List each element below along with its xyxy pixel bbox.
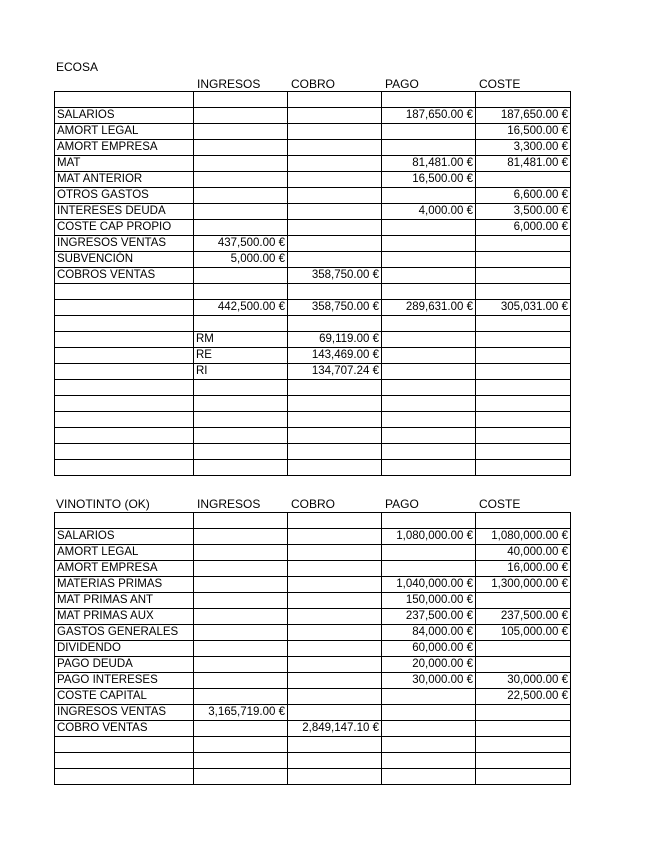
table-cell xyxy=(194,753,288,769)
table-cell xyxy=(476,513,571,529)
row-label-cell: PAGO DEUDA xyxy=(55,657,194,673)
table-cell xyxy=(476,316,571,332)
table-cell xyxy=(288,316,382,332)
table-cell xyxy=(476,348,571,364)
table-cell xyxy=(194,545,288,561)
table-cell xyxy=(194,124,288,140)
table-cell: 60,000.00 € xyxy=(382,641,476,657)
table-cell xyxy=(288,188,382,204)
row-label-cell: PAGO INTERESES xyxy=(55,673,194,689)
table-cell xyxy=(194,577,288,593)
table-cell xyxy=(288,561,382,577)
table-row xyxy=(55,412,571,428)
table-cell xyxy=(288,673,382,689)
table-cell xyxy=(288,124,382,140)
table-row xyxy=(55,140,571,156)
table-cell xyxy=(476,593,571,609)
table-cell xyxy=(476,284,571,300)
row-label-cell: SUBVENCIÓN xyxy=(55,252,194,268)
row-label-cell: AMORT EMPRESA xyxy=(55,561,194,577)
table-row xyxy=(55,204,571,220)
table-cell xyxy=(382,721,476,737)
table-cell xyxy=(194,204,288,220)
table-cell xyxy=(382,737,476,753)
table-cell: 134,707.24 € xyxy=(288,364,382,380)
table-cell xyxy=(476,641,571,657)
table-row xyxy=(55,428,571,444)
table-cell: 81,481.00 € xyxy=(382,156,476,172)
table-cell xyxy=(194,721,288,737)
vinotinto-header-pago: PAGO xyxy=(385,497,419,511)
table-cell xyxy=(288,428,382,444)
table-cell xyxy=(194,396,288,412)
table-cell xyxy=(476,460,571,476)
row-label-cell: AMORT LEGAL xyxy=(55,545,194,561)
table-cell xyxy=(382,460,476,476)
table-cell: 22,500.00 € xyxy=(476,689,571,705)
vinotinto-header-ingresos: INGRESOS xyxy=(197,497,261,511)
table-cell xyxy=(382,140,476,156)
ecosa-title: ECOSA xyxy=(56,60,99,74)
table-row xyxy=(55,348,571,364)
ecosa-header-ingresos: INGRESOS xyxy=(197,77,261,91)
row-label-cell xyxy=(55,737,194,753)
table-cell xyxy=(194,268,288,284)
table-cell xyxy=(382,513,476,529)
table-cell xyxy=(288,108,382,124)
table-row xyxy=(55,396,571,412)
table-cell: 84,000.00 € xyxy=(382,625,476,641)
table-cell xyxy=(288,529,382,545)
table-row xyxy=(55,108,571,124)
table-cell: 305,031.00 € xyxy=(476,300,571,316)
vinotinto-header-cobro: COBRO xyxy=(291,497,336,511)
table-cell xyxy=(288,689,382,705)
row-label-cell: MAT xyxy=(55,156,194,172)
table-cell xyxy=(288,444,382,460)
table-cell xyxy=(476,380,571,396)
table-cell xyxy=(476,753,571,769)
table-cell xyxy=(194,220,288,236)
table-cell xyxy=(194,689,288,705)
table-row xyxy=(55,577,571,593)
table-row xyxy=(55,460,571,476)
table-cell xyxy=(288,769,382,785)
table-cell: 1,080,000.00 € xyxy=(476,529,571,545)
table-cell xyxy=(194,561,288,577)
table-cell: 81,481.00 € xyxy=(476,156,571,172)
table-row xyxy=(55,444,571,460)
table-cell xyxy=(382,316,476,332)
table-cell xyxy=(382,188,476,204)
table-cell xyxy=(382,348,476,364)
table-cell xyxy=(476,769,571,785)
table-cell xyxy=(288,641,382,657)
table-row xyxy=(55,545,571,561)
table-row xyxy=(55,252,571,268)
table-cell xyxy=(194,609,288,625)
table-cell xyxy=(382,284,476,300)
table-cell xyxy=(288,625,382,641)
table-cell: 3,500.00 € xyxy=(476,204,571,220)
row-label-cell xyxy=(55,92,194,108)
row-label-cell xyxy=(55,332,194,348)
table-row xyxy=(55,529,571,545)
table-cell xyxy=(382,705,476,721)
row-label-cell xyxy=(55,284,194,300)
ecosa-header-cobro: COBRO xyxy=(291,77,336,91)
table-cell xyxy=(194,460,288,476)
table-cell: 69,119.00 € xyxy=(288,332,382,348)
table-cell: 40,000.00 € xyxy=(476,545,571,561)
table-cell: 437,500.00 € xyxy=(194,236,288,252)
row-label-cell: INTERESES DEUDA xyxy=(55,204,194,220)
table-row xyxy=(55,513,571,529)
row-label-cell: INGRESOS VENTAS xyxy=(55,236,194,252)
table-row xyxy=(55,268,571,284)
table-cell xyxy=(382,428,476,444)
table-row xyxy=(55,769,571,785)
table-cell xyxy=(476,172,571,188)
row-label-cell xyxy=(55,348,194,364)
vinotinto-title: VINOTINTO (OK) xyxy=(56,497,150,511)
row-label-cell: COSTE CAPITAL xyxy=(55,689,194,705)
row-label-cell: COBROS VENTAS xyxy=(55,268,194,284)
table-cell xyxy=(476,428,571,444)
table-cell: 358,750.00 € xyxy=(288,300,382,316)
table-cell xyxy=(288,412,382,428)
table-cell xyxy=(382,689,476,705)
table-cell xyxy=(476,236,571,252)
row-label-cell: COSTE CAP PROPIO xyxy=(55,220,194,236)
vinotinto-table xyxy=(54,512,571,785)
table-cell xyxy=(382,92,476,108)
table-cell xyxy=(288,284,382,300)
table-row xyxy=(55,561,571,577)
table-cell xyxy=(476,92,571,108)
table-cell xyxy=(382,769,476,785)
table-cell xyxy=(382,124,476,140)
table-cell xyxy=(288,156,382,172)
table-cell xyxy=(194,188,288,204)
table-cell: 105,000.00 € xyxy=(476,625,571,641)
table-row xyxy=(55,316,571,332)
table-cell xyxy=(476,396,571,412)
table-cell xyxy=(288,705,382,721)
table-cell xyxy=(194,92,288,108)
table-cell xyxy=(194,428,288,444)
table-cell: 442,500.00 € xyxy=(194,300,288,316)
table-cell: 2,849,147.10 € xyxy=(288,721,382,737)
table-cell xyxy=(194,641,288,657)
table-cell xyxy=(194,673,288,689)
table-cell xyxy=(476,737,571,753)
table-cell: 187,650.00 € xyxy=(476,108,571,124)
table-row xyxy=(55,673,571,689)
table-cell: 16,500.00 € xyxy=(382,172,476,188)
table-cell: 358,750.00 € xyxy=(288,268,382,284)
row-label-cell: MAT PRIMAS AUX xyxy=(55,609,194,625)
table-cell xyxy=(382,220,476,236)
table-cell xyxy=(288,92,382,108)
table-cell xyxy=(288,737,382,753)
table-row xyxy=(55,689,571,705)
row-label-cell: MAT ANTERIOR xyxy=(55,172,194,188)
row-label-cell: OTROS GASTOS xyxy=(55,188,194,204)
ecosa-header-pago: PAGO xyxy=(385,77,419,91)
table-cell xyxy=(476,268,571,284)
table-row xyxy=(55,332,571,348)
table-row xyxy=(55,625,571,641)
table-cell xyxy=(476,657,571,673)
table-cell xyxy=(382,236,476,252)
ecosa-header-coste: COSTE xyxy=(479,77,521,91)
table-cell xyxy=(194,108,288,124)
row-label-cell: MATERIAS PRIMAS xyxy=(55,577,194,593)
row-label-cell xyxy=(55,444,194,460)
table-cell xyxy=(288,396,382,412)
table-cell xyxy=(288,252,382,268)
table-row xyxy=(55,737,571,753)
row-label-cell xyxy=(55,428,194,444)
row-label-cell: SALARIOS xyxy=(55,108,194,124)
row-label-cell xyxy=(55,396,194,412)
table-cell xyxy=(194,316,288,332)
table-row xyxy=(55,753,571,769)
table-cell xyxy=(476,721,571,737)
table-cell xyxy=(382,545,476,561)
table-cell xyxy=(288,609,382,625)
table-cell: 6,600.00 € xyxy=(476,188,571,204)
table-row xyxy=(55,364,571,380)
row-label-cell: GASTOS GENERALES xyxy=(55,625,194,641)
row-label-cell xyxy=(55,460,194,476)
table-row xyxy=(55,641,571,657)
table-cell: 30,000.00 € xyxy=(476,673,571,689)
table-cell xyxy=(288,545,382,561)
row-label-cell: COBRO VENTAS xyxy=(55,721,194,737)
table-cell xyxy=(382,412,476,428)
table-cell xyxy=(194,769,288,785)
table-cell: 237,500.00 € xyxy=(382,609,476,625)
table-cell xyxy=(194,444,288,460)
table-row xyxy=(55,593,571,609)
row-label-cell xyxy=(55,769,194,785)
row-label-cell xyxy=(55,316,194,332)
table-row xyxy=(55,380,571,396)
table-cell xyxy=(382,380,476,396)
table-cell xyxy=(476,364,571,380)
table-row xyxy=(55,220,571,236)
table-cell xyxy=(194,412,288,428)
table-cell xyxy=(288,753,382,769)
table-cell: 237,500.00 € xyxy=(476,609,571,625)
table-cell xyxy=(288,236,382,252)
table-cell xyxy=(288,172,382,188)
table-cell xyxy=(194,284,288,300)
row-label-cell xyxy=(55,380,194,396)
row-label-cell xyxy=(55,753,194,769)
table-row xyxy=(55,236,571,252)
table-row xyxy=(55,156,571,172)
table-cell xyxy=(194,625,288,641)
table-cell xyxy=(382,753,476,769)
row-label-cell xyxy=(55,300,194,316)
table-cell xyxy=(288,380,382,396)
row-label-cell: MAT PRIMAS ANT xyxy=(55,593,194,609)
row-label-cell: AMORT LEGAL xyxy=(55,124,194,140)
table-cell xyxy=(194,657,288,673)
table-cell xyxy=(194,380,288,396)
table-cell xyxy=(194,140,288,156)
table-cell: 1,080,000.00 € xyxy=(382,529,476,545)
table-cell xyxy=(194,593,288,609)
table-cell xyxy=(194,156,288,172)
table-cell xyxy=(476,705,571,721)
table-cell: 4,000.00 € xyxy=(382,204,476,220)
table-cell xyxy=(288,220,382,236)
table-cell: 3,165,719.00 € xyxy=(194,705,288,721)
table-cell: 1,040,000.00 € xyxy=(382,577,476,593)
table-cell: 143,469.00 € xyxy=(288,348,382,364)
table-cell: 16,000.00 € xyxy=(476,561,571,577)
row-label-cell: INGRESOS VENTAS xyxy=(55,705,194,721)
table-cell: 289,631.00 € xyxy=(382,300,476,316)
table-row xyxy=(55,124,571,140)
table-cell xyxy=(382,364,476,380)
table-cell xyxy=(476,412,571,428)
row-label-cell: DIVIDENDO xyxy=(55,641,194,657)
table-cell xyxy=(382,561,476,577)
table-cell: 30,000.00 € xyxy=(382,673,476,689)
table-cell: 6,000.00 € xyxy=(476,220,571,236)
table-cell xyxy=(194,737,288,753)
table-cell xyxy=(288,513,382,529)
table-row xyxy=(55,172,571,188)
table-cell: 150,000.00 € xyxy=(382,593,476,609)
row-label-cell xyxy=(55,364,194,380)
table-cell xyxy=(288,460,382,476)
table-row xyxy=(55,705,571,721)
table-cell xyxy=(476,444,571,460)
table-cell xyxy=(476,252,571,268)
table-cell: 5,000.00 € xyxy=(194,252,288,268)
table-cell xyxy=(194,529,288,545)
table-cell: RM xyxy=(194,332,288,348)
ecosa-table xyxy=(54,91,571,476)
table-cell xyxy=(288,140,382,156)
table-row xyxy=(55,188,571,204)
table-cell xyxy=(288,204,382,220)
row-label-cell xyxy=(55,412,194,428)
table-cell xyxy=(382,444,476,460)
table-cell xyxy=(288,657,382,673)
table-row xyxy=(55,92,571,108)
row-label-cell: SALARIOS xyxy=(55,529,194,545)
table-cell xyxy=(382,332,476,348)
table-row xyxy=(55,300,571,316)
table-row xyxy=(55,657,571,673)
table-cell: 20,000.00 € xyxy=(382,657,476,673)
table-cell: RE xyxy=(194,348,288,364)
table-cell xyxy=(288,593,382,609)
table-cell: 16,500.00 € xyxy=(476,124,571,140)
table-cell: RI xyxy=(194,364,288,380)
vinotinto-header-coste: COSTE xyxy=(479,497,521,511)
table-row xyxy=(55,284,571,300)
row-label-cell: AMORT EMPRESA xyxy=(55,140,194,156)
table-cell xyxy=(288,577,382,593)
table-row xyxy=(55,609,571,625)
table-cell xyxy=(382,396,476,412)
table-cell: 1,300,000.00 € xyxy=(476,577,571,593)
table-cell xyxy=(476,332,571,348)
table-cell: 3,300.00 € xyxy=(476,140,571,156)
table-cell xyxy=(382,252,476,268)
table-cell xyxy=(194,513,288,529)
row-label-cell xyxy=(55,513,194,529)
table-cell xyxy=(194,172,288,188)
table-cell: 187,650.00 € xyxy=(382,108,476,124)
table-row xyxy=(55,721,571,737)
table-cell xyxy=(382,268,476,284)
